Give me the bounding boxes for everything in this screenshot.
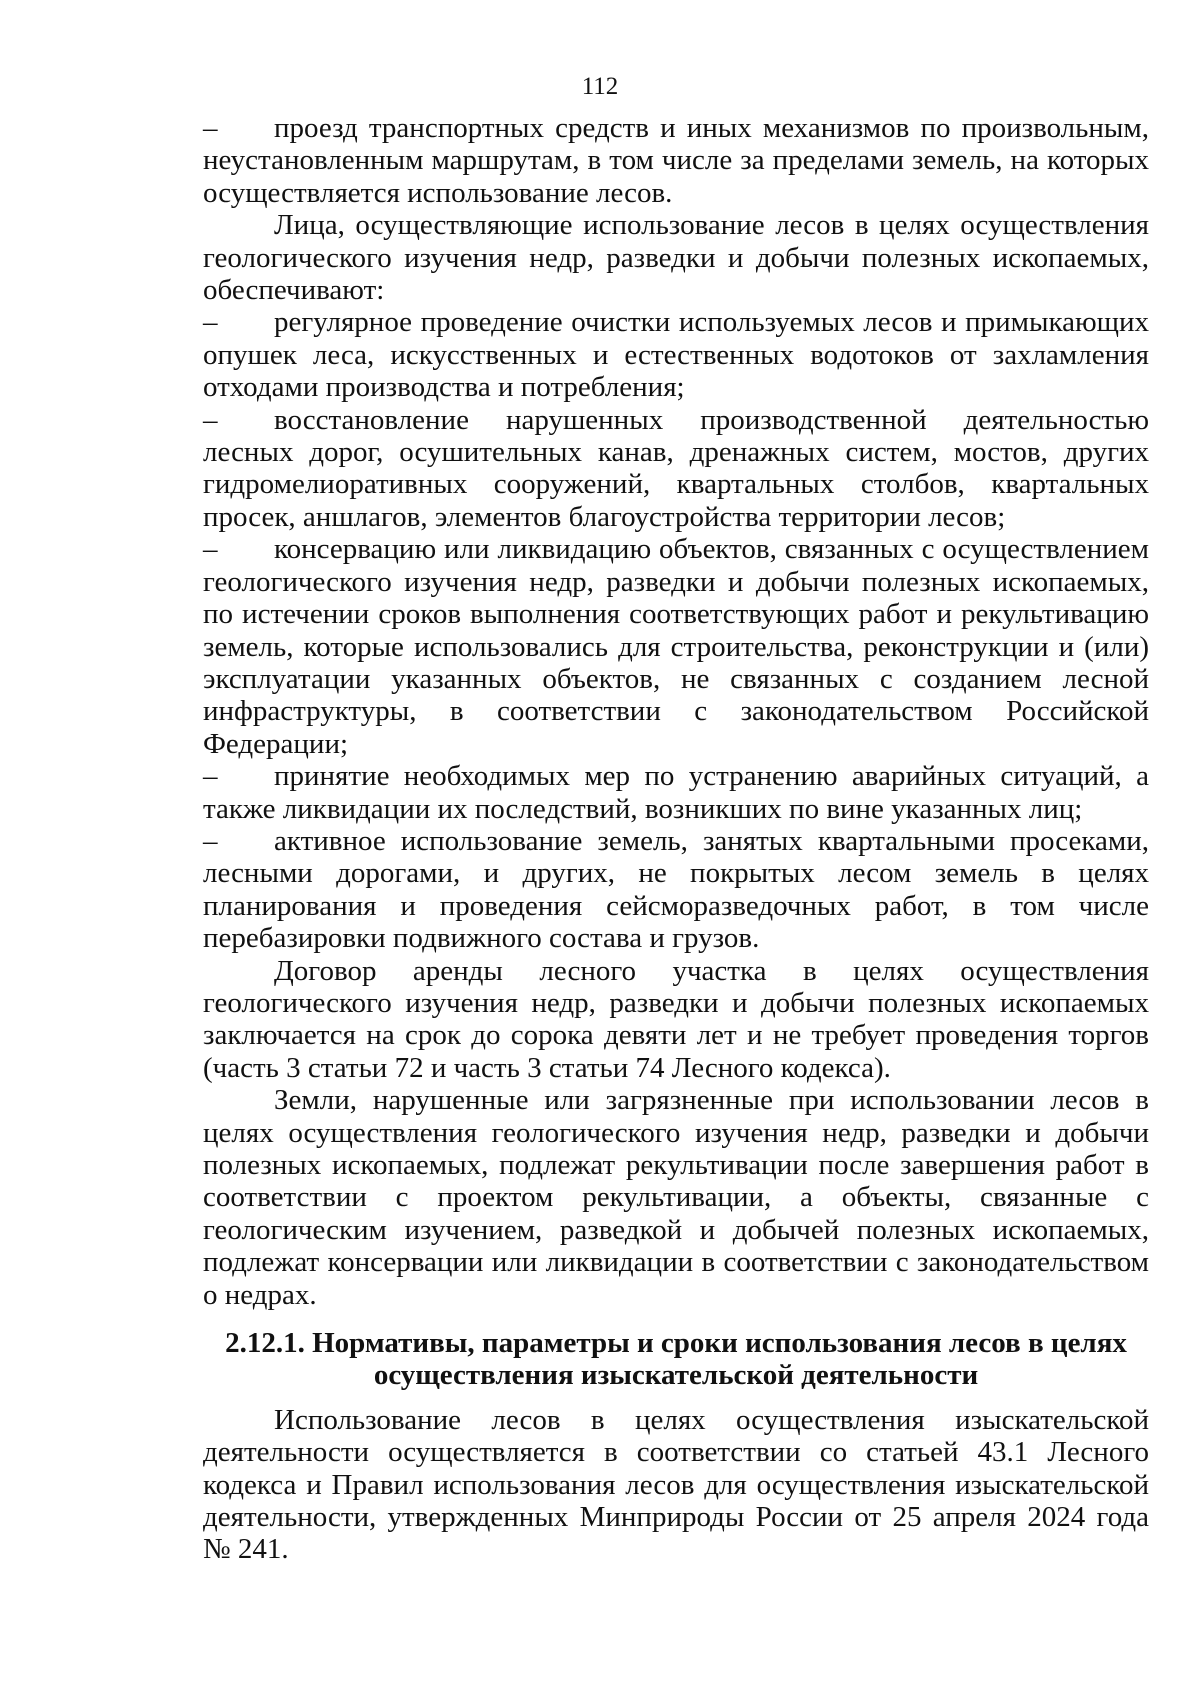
bullet-item-emergency xyxy=(203,760,1149,825)
bullet-text: регулярное проведение очистки используемых лесов и примыкающих опушек леса, искусственных и естественных водотоков от захламления отходами производства и потребления; xyxy=(203,306,1149,404)
dash-marker: – xyxy=(203,533,218,566)
section-heading xyxy=(203,1327,1149,1392)
paragraph-recultivation: Земли, нарушенные или загрязненные при использовании лесов в целях осуществления геологического изучения недр, разведки и добычи полезных ископаемых, подлежат рекультивации после завершения работ в соответствии с проектом рекультивации, а объекты, связанные с геологическим изучением, разведкой и добычей полезных ископаемых, подлежат консервации или ликвидации в соответствии с законодательством о недрах. xyxy=(203,1084,1149,1311)
dash-marker: – xyxy=(203,760,218,793)
dash-marker: – xyxy=(203,403,218,436)
bullet-text: проезд транспортных средств и иных механизмов по произвольным, неустановленным маршрутам, в том числе за пределами земель, на которых осуществляется использование лесов. xyxy=(203,112,1149,209)
paragraph-lease-agreement: Договор аренды лесного участка в целях осуществления геологического изучения недр, разведки и добычи полезных ископаемых заключается на срок до сорока девяти лет и не требует проведения торгов (часть 3 статьи 72 и часть 3 статьи 74 Лесного кодекса). xyxy=(203,954,1149,1084)
dash-marker: – xyxy=(203,824,218,857)
bullet-text: восстановление нарушенных производственной деятельностью лесных дорог, осушительных канав, дренажных систем, мостов, других гидромелиоративных сооружений, квартальных столбов, квартальных просек, аншлагов, элементов благоустройства территории лесов; xyxy=(203,403,1149,533)
page-number: 112 xyxy=(581,73,619,100)
bullet-text: принятие необходимых мер по устранению аварийных ситуаций, а также ликвидации их последствий, возникших по вине указанных лиц; xyxy=(203,760,1149,825)
dash-marker: – xyxy=(203,112,218,144)
bullet-text: активное использование земель, занятых квартальными просеками, лесными дорогами, и других, не покрытых лесом земель в целях планирования и проведения сейсморазведочных работ, в том числе перебазировки подвижного состава и грузов. xyxy=(203,824,1149,955)
paragraph-survey-activity: Использование лесов в целях осуществления изыскательской деятельности осуществляется в соответствии со статьей 43.1 Лесного кодекса и Правил использования лесов для осуществления изыскательской деятельности, утвержденных Минприроды России от 25 апреля 2024 года № 241. xyxy=(203,1403,1149,1566)
document-body xyxy=(203,112,1149,1566)
bullet-item-active-use xyxy=(203,825,1149,955)
dash-marker: – xyxy=(203,306,218,339)
section-heading-line-2: осуществления изыскательской деятельности xyxy=(373,1359,979,1392)
paragraph-obligations-intro: Лица, осуществляющие использование лесов в целях осуществления геологического изучения недр, разведки и добычи полезных ископаемых, обеспечивают: xyxy=(203,209,1149,307)
bullet-item-cleaning xyxy=(203,306,1149,403)
bullet-text: консервацию или ликвидацию объектов, связанных с осуществлением геологического изучения недр, разведки и добычи полезных ископаемых, по истечении сроков выполнения соответствующих работ и рекультивацию земель, которые использовались для строительства, реконструкции и (или) эксплуатации указанных объектов, не связанных с созданием лесной инфраструктуры, в соответствии с законодательством Российской Федерации; xyxy=(203,533,1149,760)
bullet-item-vehicle-passage xyxy=(203,112,1149,209)
bullet-item-restoration xyxy=(203,404,1149,534)
section-heading-line-1: 2.12.1. Нормативы, параметры и сроки использования лесов в целях xyxy=(225,1327,1127,1360)
bullet-item-conservation xyxy=(203,533,1149,760)
